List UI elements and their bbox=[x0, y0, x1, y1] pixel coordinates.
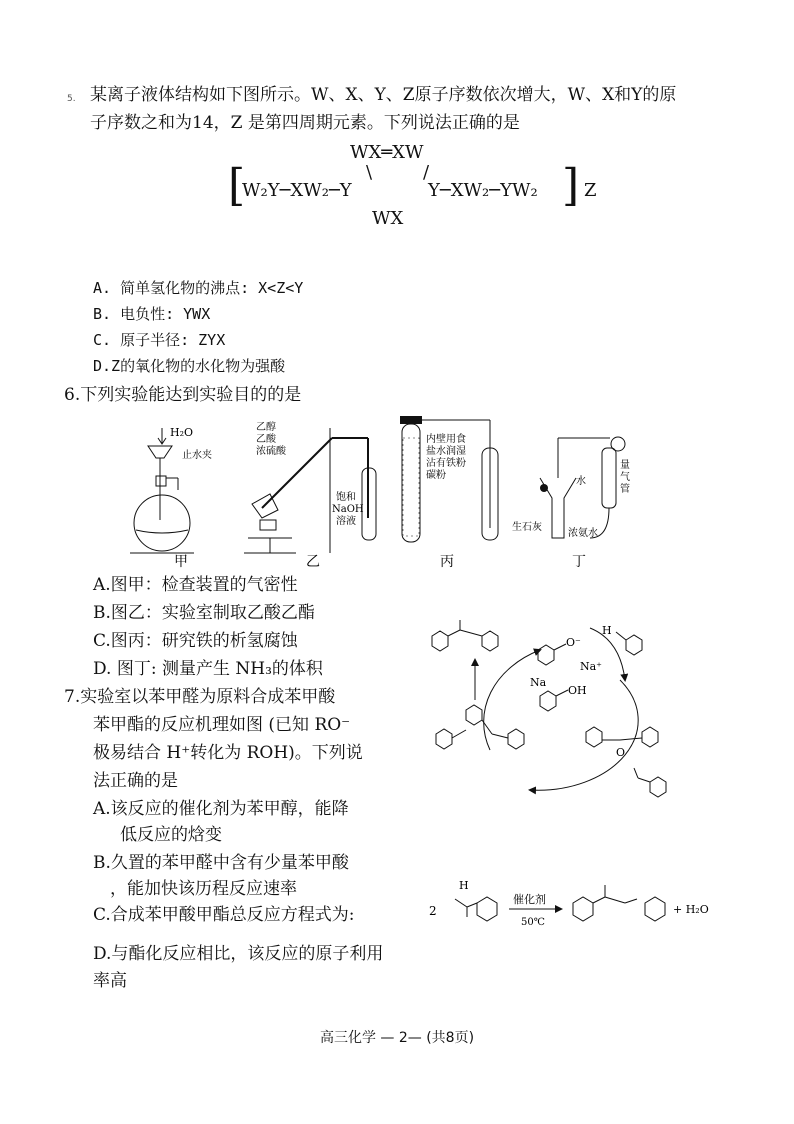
alkoxide-o-minus: O⁻ bbox=[566, 636, 581, 649]
q7-option-c: C.合成苯甲酸甲酯总反应方程式为: bbox=[93, 905, 355, 925]
q7-option-d-cont: 率高 bbox=[93, 971, 127, 991]
apparatus-jia bbox=[130, 426, 212, 553]
equation-temperature: 50℃ bbox=[521, 917, 545, 928]
question-6-stem: 6.下列实验能达到实验目的的是 bbox=[64, 385, 302, 405]
yi-label-saturated: 饱和 bbox=[336, 492, 356, 503]
ding-label-qi: 气 bbox=[620, 472, 630, 483]
equation-catalyst: 催化剂 bbox=[513, 893, 546, 906]
q5-option-a: A. 简单氢化物的沸点: X<Z<Y bbox=[93, 279, 304, 297]
yi-label-sulfuric-acid: 浓硫酸 bbox=[256, 446, 286, 457]
q6-option-b: B.图乙：实验室制取乙酸乙酯 bbox=[93, 603, 315, 623]
ding-label-quicklime: 生石灰 bbox=[512, 522, 542, 533]
reaction-mechanism-cycle bbox=[420, 600, 680, 810]
bing-label-2: 盐水润湿 bbox=[426, 446, 466, 457]
q5-option-c: C. 原子半径: ZYX bbox=[93, 331, 226, 349]
overall-reaction-equation bbox=[425, 875, 735, 935]
equation-coefficient: 2 bbox=[429, 904, 437, 918]
yi-label-acetic-acid: 乙酸 bbox=[256, 434, 276, 445]
q7-option-b-cont: ，能加快该历程反应速率 bbox=[110, 879, 297, 899]
q5-option-b: B. 电负性: YWX bbox=[93, 305, 211, 323]
caption-jia: 甲 bbox=[174, 554, 188, 568]
sodium-label: Na bbox=[530, 676, 547, 689]
yi-label-naoh: NaOH bbox=[332, 504, 364, 515]
ding-label-water: 水 bbox=[576, 476, 586, 487]
structure-right-chain: Y─XW₂─YW₂ bbox=[428, 180, 538, 201]
question-7-stem-line2: 苯甲酯的反应机理如图 (已知 RO⁻ bbox=[93, 715, 351, 735]
q7-option-a: A.该反应的催化剂为苯甲醇，能降 bbox=[93, 799, 349, 819]
structure-slash-right: / bbox=[423, 162, 430, 183]
question-5-stem-line2: 子序数之和为14，Z 是第四周期元素。下列说法正确的是 bbox=[90, 113, 520, 133]
question-7-stem-line3: 极易结合 H⁺转化为 ROH)。下列说 bbox=[93, 743, 363, 763]
benzyl-benzoate-top bbox=[432, 620, 498, 651]
equation-water-product: + H₂O bbox=[673, 903, 709, 916]
structure-left-chain: W₂Y─XW₂─Y bbox=[242, 180, 352, 201]
alcohol-oh-label: OH bbox=[568, 684, 587, 697]
sodium-ion-label: Na⁺ bbox=[580, 660, 602, 673]
apparatus-bing bbox=[400, 416, 498, 542]
question-7-stem-line4: 法正确的是 bbox=[93, 771, 178, 791]
question-5-stem-line1: 某离子液体结构如下图所示。W、X、Y、Z原子序数依次增大，W、X和Y的原 bbox=[90, 85, 677, 105]
q5-option-d: D.Z的氧化物的水化物为强酸 bbox=[93, 357, 286, 375]
apparatus-yi bbox=[244, 420, 376, 553]
benzyloxide-ion bbox=[538, 636, 581, 665]
ding-label-ammonia: 浓氨水 bbox=[568, 528, 598, 539]
q7-option-b: B.久置的苯甲醛中含有少量苯甲酸 bbox=[93, 853, 349, 873]
bing-label-1: 内壁用食 bbox=[426, 434, 466, 445]
yi-label-ethanol: 乙醇 bbox=[256, 422, 276, 433]
jia-label-clamp: 止水夹 bbox=[182, 450, 212, 461]
equation-h-label: H bbox=[459, 879, 469, 892]
ding-label-guan: 管 bbox=[620, 484, 630, 495]
structure-bracket-open: [ bbox=[228, 160, 246, 211]
structure-top-group: WX═XW bbox=[350, 142, 424, 163]
caption-yi: 乙 bbox=[306, 554, 320, 568]
ding-label-liang: 量 bbox=[620, 460, 630, 471]
intermediate-o-label: O bbox=[616, 746, 626, 759]
structure-bracket-close: ] bbox=[562, 160, 580, 211]
aldehyde-h-label: H bbox=[602, 624, 612, 637]
caption-ding: 丁 bbox=[572, 554, 586, 568]
page-footer: 高三化学 — 2— (共8页) bbox=[319, 1030, 475, 1046]
acetal-intermediate-left bbox=[436, 705, 524, 749]
question-5-number: 5. bbox=[67, 94, 76, 104]
apparatus-ding bbox=[512, 437, 630, 539]
question-7-stem-line1: 7.实验室以苯甲醛为原料合成苯甲酸 bbox=[64, 687, 336, 707]
q7-option-a-cont: 低反应的焓变 bbox=[120, 825, 222, 845]
caption-bing: 丙 bbox=[440, 554, 454, 568]
experiment-apparatus-figure bbox=[120, 408, 640, 568]
benzyl-alcohol bbox=[540, 684, 587, 711]
ionic-liquid-structure bbox=[220, 140, 610, 240]
structure-bottom-group: WX bbox=[372, 208, 404, 229]
jia-label-water: H₂O bbox=[170, 426, 194, 439]
structure-counter-ion: Z bbox=[584, 180, 597, 201]
bing-label-4: 碳粉 bbox=[426, 470, 446, 481]
bing-label-3: 沾有铁粉 bbox=[426, 458, 466, 469]
benzaldehyde-bottom bbox=[634, 768, 666, 797]
hemiacetal-intermediate-right bbox=[586, 727, 658, 759]
yi-label-solution: 溶液 bbox=[336, 516, 356, 527]
q6-option-c: C.图丙：研究铁的析氢腐蚀 bbox=[93, 631, 298, 651]
q6-option-d: D. 图丁: 测量产生 NH₃的体积 bbox=[93, 659, 323, 679]
q7-option-d: D.与酯化反应相比，该反应的原子利用 bbox=[93, 944, 384, 964]
structure-slash-left: \ bbox=[366, 162, 373, 183]
q6-option-a: A.图甲：检查装置的气密性 bbox=[93, 575, 298, 595]
